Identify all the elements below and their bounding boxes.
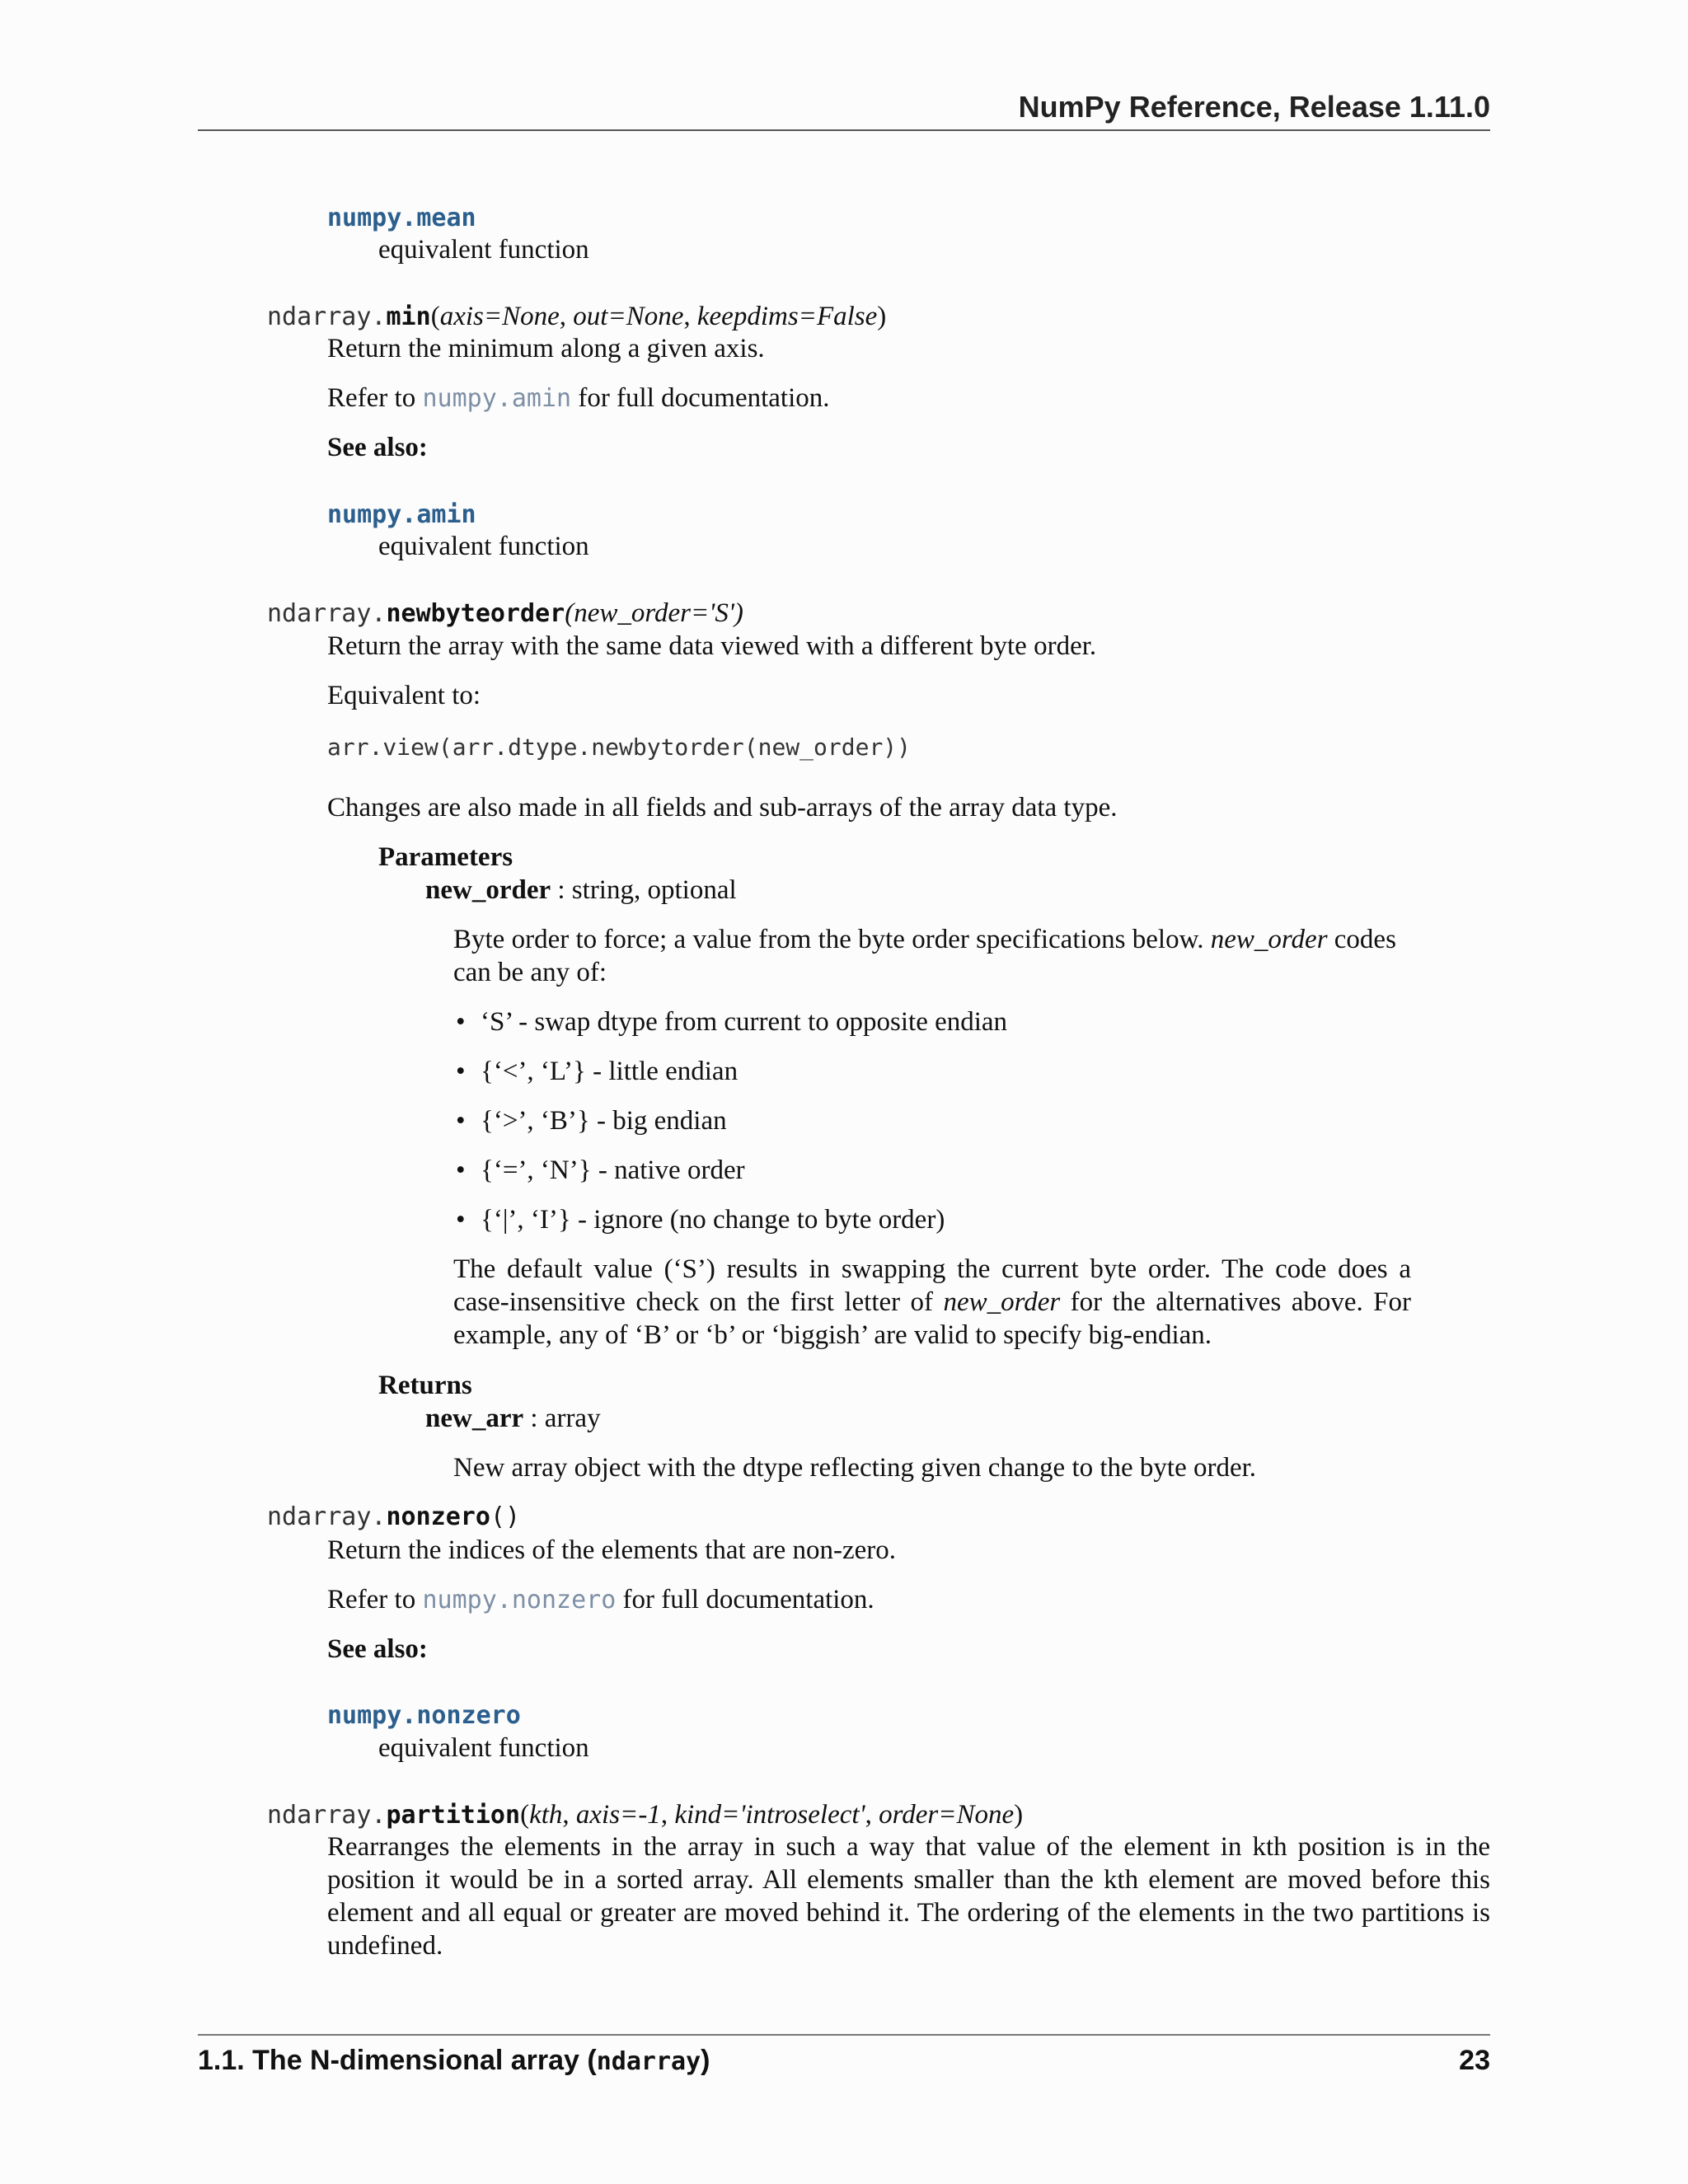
header-rule [198, 129, 1490, 131]
param-kth: kth [529, 1800, 563, 1830]
see-also-desc-nonzero: equivalent function [378, 1733, 589, 1763]
refer-text-post: for full documentation. [571, 383, 830, 413]
code-example: arr.view(arr.dtype.newbytorder(new_order)) [327, 733, 912, 761]
signature-prefix: ndarray. [267, 599, 387, 628]
bullet-icon: • [456, 1007, 466, 1037]
list-item-text: {‘|’, ‘I’} - ignore (no change to byte order) [481, 1205, 945, 1235]
param-axis: axis=None [439, 302, 560, 331]
param-desc-text-post: codes [1327, 925, 1396, 954]
equivalent-label: Equivalent to: [327, 681, 481, 710]
signature-prefix: ndarray. [267, 1502, 387, 1531]
partition-description [327, 1830, 1490, 1962]
param-new-order [425, 874, 737, 907]
min-summary: Return the minimum along a given axis. [327, 334, 765, 363]
paren-close: ) [877, 302, 887, 331]
see-also-label-min: See also: [327, 433, 428, 462]
refer-text: Refer to [327, 383, 423, 413]
param-desc-line2: can be any of: [453, 958, 607, 987]
default-line-3: example, any of ‘B’ or ‘b’ or ‘biggish’ are valid to specify big-endian. [453, 1320, 1212, 1350]
partition-line-2: position it would be in a sorted array. All elements smaller than the kth element are moved before this [327, 1865, 1490, 1895]
footer-rule [198, 2034, 1490, 2036]
see-also-label-nonzero: See also: [327, 1634, 428, 1664]
param-desc-line1 [453, 923, 1396, 956]
running-header: NumPy Reference, Release 1.11.0 [1018, 90, 1490, 124]
signature-args: (new_order='S') [565, 598, 743, 628]
signature-newbyteorder [267, 597, 743, 630]
min-refer [327, 382, 830, 415]
return-name: new_arr [425, 1404, 524, 1433]
partition-line-3: element and all equal or greater are moved behind it. The ordering of the elements in the two partitions is [327, 1898, 1490, 1928]
param-keepdims: keepdims=False [696, 302, 878, 331]
footer-section-text-post: ) [701, 2045, 710, 2076]
method-name: partition [386, 1801, 521, 1830]
param-kind: kind='introselect' [674, 1800, 865, 1830]
bullet-icon: • [456, 1057, 466, 1086]
list-item-text: {‘=’, ‘N’} - native order [481, 1155, 745, 1185]
parameters-heading: Parameters [378, 842, 513, 872]
param-order: order=None [879, 1800, 1015, 1830]
footer-section-text: 1.1. The N-dimensional array ( [198, 2045, 597, 2076]
param-name: new_order [425, 875, 551, 905]
paren-open: ( [520, 1800, 530, 1830]
method-name: nonzero [386, 1502, 490, 1531]
nonzero-refer [327, 1583, 874, 1617]
signature-partition: ndarray.partition(kth, axis=-1, kind='introselect', order=None) [267, 1800, 1024, 1830]
list-item [456, 1104, 727, 1137]
signature-prefix: ndarray. [267, 1801, 387, 1830]
page-number: 23 [1459, 2045, 1490, 2076]
refer-link-amin[interactable]: numpy.amin [422, 384, 572, 413]
list-item [456, 1055, 738, 1088]
footer-section-code: ndarray [596, 2047, 701, 2076]
see-also-link-nonzero[interactable]: numpy.nonzero [327, 1701, 521, 1730]
refer-text: Refer to [327, 1585, 423, 1615]
method-name: newbyteorder [386, 599, 565, 628]
see-also-desc-amin: equivalent function [378, 532, 589, 561]
signature-nonzero [267, 1501, 520, 1534]
signature-parens: () [490, 1502, 521, 1531]
param-desc-text: Byte order to force; a value from the byte order specifications below. [453, 925, 1211, 954]
method-name: min [386, 302, 431, 331]
list-item [456, 1154, 745, 1187]
see-also-desc-mean: equivalent function [378, 235, 589, 265]
list-item-text: {‘>’, ‘B’} - big endian [481, 1106, 727, 1136]
default-line-1: The default value (‘S’) results in swapping the current byte order. The code does a [453, 1254, 1411, 1284]
partition-line-1: Rearranges the elements in the array in such a way that value of the element in kth position is in the [327, 1832, 1490, 1862]
changes-text: Changes are also made in all fields and sub-arrays of the array data type. [327, 793, 1118, 823]
refer-link-nonzero[interactable]: numpy.nonzero [422, 1586, 617, 1615]
refer-text-post: for full documentation. [616, 1585, 874, 1615]
bullet-icon: • [456, 1106, 466, 1136]
default-text: case-insensitive check on the first letter of [453, 1287, 944, 1317]
list-item-text: {‘<’, ‘L’} - little endian [481, 1057, 738, 1086]
see-also-link-amin[interactable]: numpy.amin [327, 500, 476, 529]
signature-prefix: ndarray. [267, 302, 387, 331]
partition-line-4: undefined. [327, 1931, 443, 1961]
return-desc: New array object with the dtype reflecting given change to the byte order. [453, 1453, 1257, 1483]
default-text-post: for the alternatives above. For [1060, 1287, 1411, 1317]
param-out: out=None [573, 302, 684, 331]
param-type: : string, optional [551, 875, 737, 905]
list-item-text: ‘S’ - swap dtype from current to opposite endian [481, 1007, 1008, 1037]
default-emphasis: new_order [943, 1287, 1061, 1317]
default-value-paragraph [453, 1253, 1411, 1352]
see-also-link-mean[interactable]: numpy.mean [327, 204, 476, 232]
nonzero-summary: Return the indices of the elements that are non-zero. [327, 1535, 896, 1565]
bullet-icon: • [456, 1205, 466, 1235]
list-item [456, 1005, 1007, 1038]
default-line-2 [453, 1286, 1411, 1319]
bullet-icon: • [456, 1155, 466, 1185]
footer-section-title [198, 2042, 710, 2080]
returns-heading: Returns [378, 1371, 472, 1400]
return-type: : array [523, 1404, 601, 1433]
param-desc-emphasis: new_order [1210, 925, 1328, 954]
newbyteorder-summary: Return the array with the same data viewed with a different byte order. [327, 631, 1097, 661]
paren-open: ( [430, 302, 440, 331]
paren-close: ) [1014, 1800, 1024, 1830]
list-item [456, 1203, 945, 1236]
param-axis: axis=-1 [575, 1800, 661, 1830]
return-new-arr [425, 1402, 601, 1435]
signature-min: ndarray.min(axis=None, out=None, keepdims=False) [267, 302, 887, 331]
